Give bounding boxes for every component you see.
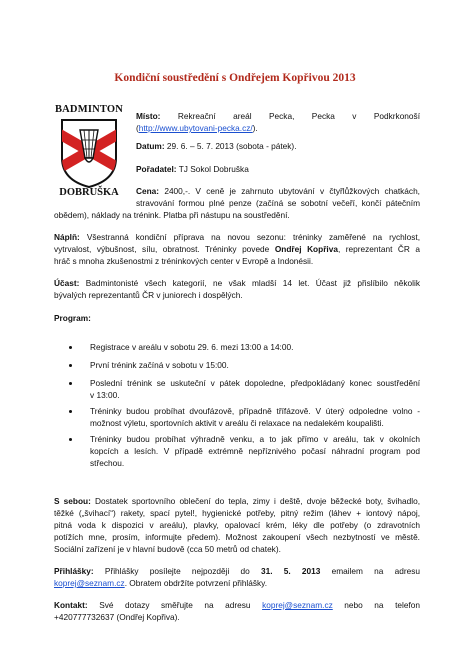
program-item-line: možnost výletu, sportovních aktivit v areálu či relaxace na nedalekém koupališti. xyxy=(90,418,384,428)
bullet-dot-icon xyxy=(69,382,72,385)
club-logo xyxy=(54,104,124,200)
program-item-line: Tréninky budou probíhat výhradně venku, a to jak přímo v areálu, tak v okolních xyxy=(90,434,420,444)
misto-line1 xyxy=(136,110,420,123)
cena-line1 xyxy=(136,185,420,198)
prihlasky-text-1a: Přihlášky posílejte nejpozději do xyxy=(104,566,261,576)
napln-text-1: Všestranná kondiční příprava na novou sezonu: tréninky zaměřené na rychlost, xyxy=(86,232,421,242)
napln-line1 xyxy=(54,231,420,244)
napln-line2 xyxy=(54,243,420,256)
poradatel-text: TJ Sokol Dobruška xyxy=(178,164,249,174)
program-heading: Program: xyxy=(54,313,91,323)
logo-top-text: BADMINTON xyxy=(54,104,124,115)
bullet-dot-icon xyxy=(69,438,72,441)
sebou-line3: pitná voda k dispozici v areálu), plavky, opalovací krém, léky dle potřeby (o zdravotních xyxy=(54,520,420,530)
prihlasky-line1 xyxy=(54,565,420,578)
program-item-line: kopcích a lesích. V případě extrémně nepříznivého počasí náhradní program pod xyxy=(90,446,420,456)
datum-line xyxy=(136,140,420,153)
poradatel-line xyxy=(136,163,420,176)
prihlasky-text-2: . Obratem obdržíte potvrzení přihlášky. xyxy=(124,578,268,588)
prihlasky-line2 xyxy=(54,577,420,590)
bullet-dot-icon xyxy=(69,410,72,413)
cena-text-1: 2400,-. V ceně je zahrnuto ubytování v čtyřlůžkových chatkách, xyxy=(164,186,420,196)
misto-link-after: ). xyxy=(252,123,258,133)
napln-text-2c: , reprezentant ČR a xyxy=(337,244,421,254)
sebou-line4: potížích mne, prosím, informujte předem). Možnost zakoupení všech nezbytností ve městě. xyxy=(54,532,420,542)
sebou-line2: těžké („švihací“) rakety, spací pytel!, hygienické potřeby, pitný režim (láhev + iontový nápoj, xyxy=(54,508,420,518)
datum-label: Datum: xyxy=(136,141,165,151)
sebou-text-1: Dostatek sportovního oblečení do tepla, zimy i deště, dvoje běžecké boty, švihadlo, xyxy=(95,496,421,506)
kontakt-line1 xyxy=(54,599,420,612)
program-item-line: Tréninky budou probíhat dvoufázově, případně třífázově. V úterý odpoledne volno - xyxy=(90,406,420,416)
bullet-dot-icon xyxy=(69,364,72,367)
program-item-line: střechou. xyxy=(90,458,125,468)
cena-line2: stravování formou plné penze (začíná se sobotní večeří, končí pátečním xyxy=(136,198,420,208)
sebou-line1 xyxy=(54,495,420,508)
prihlasky-text-1c: emailem na adresu xyxy=(320,566,420,576)
coach-name: Ondřej Kopřiva xyxy=(274,244,338,254)
prihlasky-label: Přihlášky: xyxy=(54,566,94,576)
logo-bottom-text: DOBRUŠKA xyxy=(59,187,119,198)
misto-text: Rekreační areál Pecka, Pecka v Podkrkonoší xyxy=(177,111,420,121)
program-item-line: Registrace v areálu v sobotu 29. 6. mezi 13:00 a 14:00. xyxy=(90,342,294,352)
deadline-date: 31. 5. 2013 xyxy=(260,566,321,576)
napln-text-2a: vytrvalost, výbušnost, sílu, obratnost. Tréninky povede xyxy=(54,244,275,254)
program-item-line: Poslední trénink se uskuteční v pátek dopoledne, předpokládaný konec soustředění xyxy=(90,378,420,388)
misto-link[interactable]: http://www.ubytovani-pecka.cz/ xyxy=(138,123,253,133)
ucast-label: Účast: xyxy=(54,278,80,288)
page-title: Kondiční soustředění s Ondřejem Kopřivou 2013 xyxy=(114,72,356,84)
misto-line2: (http://www.ubytovani-pecka.cz/). xyxy=(136,123,258,133)
cena-line3: obědem), náklady na trénink. Platba při nástupu na soustředění. xyxy=(54,210,290,220)
napln-label: Náplň: xyxy=(54,232,80,242)
prihlasky-email-link[interactable]: koprej@seznam.cz xyxy=(54,578,125,588)
misto-label: Místo: xyxy=(136,111,161,121)
napln-line3: hráč s mnoha zkušenostmi z tréninkových center v Evropě a Indonésii. xyxy=(54,256,314,266)
ucast-text-1: Badmintonisté všech kategorií, ne však mladší 14 let. Účast již přislíbilo několik xyxy=(85,278,420,288)
datum-text: 29. 6. – 5. 7. 2013 (sobota - pátek). xyxy=(166,141,297,151)
kontakt-line2: +420777732637 (Ondřej Kopřiva). xyxy=(54,612,180,622)
program-item-line: První trénink začíná v sobotu v 15:00. xyxy=(90,360,229,370)
kontakt-email-link[interactable]: koprej@seznam.cz xyxy=(262,600,333,610)
ucast-line2: bývalých reprezentantů ČR v juniorech i dospělých. xyxy=(54,290,243,300)
kontakt-label: Kontakt: xyxy=(54,600,88,610)
sebou-line5: Sociální zařízení je v hlavní budově (cca 50 metrů od chatek). xyxy=(54,544,281,554)
poradatel-label: Pořadatel: xyxy=(136,164,177,174)
bullet-dot-icon xyxy=(69,346,72,349)
sebou-label: S sebou: xyxy=(54,496,91,506)
shuttlecock-shield-icon xyxy=(60,118,118,188)
program-item-line: v 13:00. xyxy=(90,390,120,400)
ucast-line1 xyxy=(54,277,420,290)
kontakt-text-1a: Své dotazy směřujte na adresu xyxy=(99,600,263,610)
kontakt-text-1c: nebo na telefon xyxy=(332,600,420,610)
cena-label: Cena: xyxy=(136,186,160,196)
